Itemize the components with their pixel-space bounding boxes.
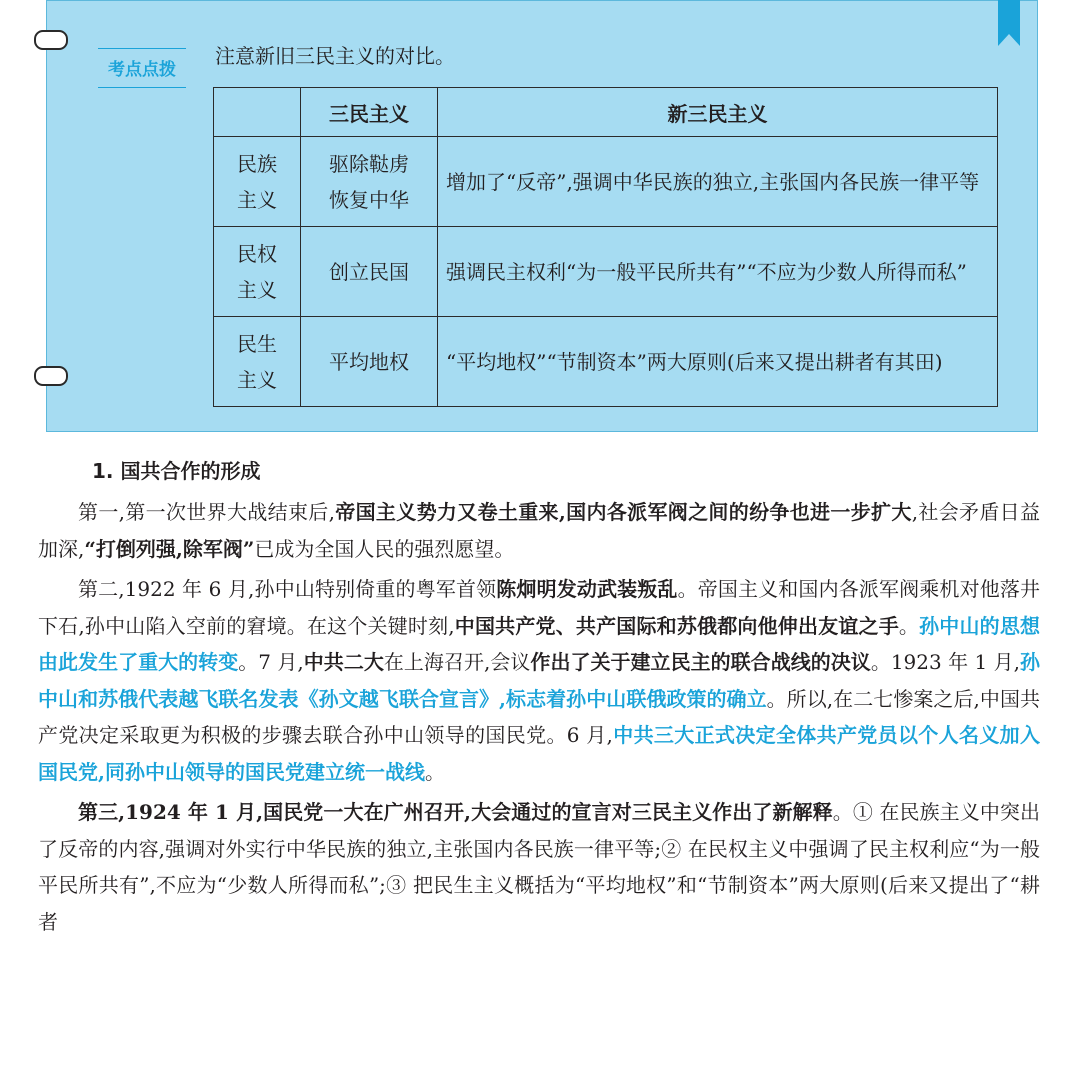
binder-ring-bottom	[34, 366, 68, 386]
bold-text: 作出了关于建立民主的联合战线的决议	[530, 650, 871, 674]
row-old: 平均地权	[301, 317, 438, 407]
text-run: 第二,1922 年 6 月,孙中山特别倚重的粤军首领	[78, 577, 497, 601]
bold-text: 陈炯明发动武装叛乱	[496, 577, 678, 601]
topic-text: 民族 主义	[237, 151, 277, 212]
highlight-text: 中共三大正式决定全体共产党员以个人名义加入国民党,同孙中山领导的国民党建立统一战线	[38, 723, 1040, 784]
text-run: 。1923 年 1 月,	[870, 650, 1021, 674]
paragraph	[38, 494, 1040, 567]
paragraph	[38, 571, 1040, 790]
comparison-table	[213, 87, 998, 407]
bold-text: 帝国主义势力又卷土重来,国内各派军阀之间的纷争也进一步扩大	[334, 500, 912, 524]
text-run: 。	[424, 759, 445, 784]
bold-text: 第三,1924 年 1 月,国民党一大在广州召开,大会通过的宣言对三民主义作出了新解释	[78, 800, 833, 824]
key-point-tag: 考点点拨	[98, 48, 186, 88]
old-text: 驱除鞑虏 恢复中华	[329, 151, 409, 212]
row-old	[301, 137, 438, 227]
text-run: 。	[898, 613, 920, 638]
row-new: 增加了“反帝”,强调中华民族的独立,主张国内各民族一律平等	[438, 137, 998, 227]
bold-text: “打倒列强,除军阀”	[84, 536, 255, 561]
header-new: 新三民主义	[438, 88, 998, 137]
text-run: 。7 月,	[238, 650, 304, 674]
binder-ring-top	[34, 30, 68, 50]
row-new: “平均地权”“节制资本”两大原则(后来又提出耕者有其田)	[438, 317, 998, 407]
highlight-text: 孙中山和苏俄代表越飞联名发表《孙文越飞联合宣言》,标志着孙中山联俄政策的确立	[38, 650, 1041, 711]
table-row	[214, 137, 998, 227]
row-topic	[214, 227, 301, 317]
table-row	[214, 317, 998, 407]
row-new: 强调民主权利“为一般平民所共有”“不应为少数人所得而私”	[438, 227, 998, 317]
row-topic	[214, 137, 301, 227]
text-run: 。所以,在二七惨案之后,中国共产党决定采取更为积极的步骤去联合孙中山领导的国民党。6 月,	[38, 686, 1040, 747]
header-old: 三民主义	[301, 88, 438, 137]
topic-text: 民生 主义	[237, 331, 277, 392]
bookmark-icon	[998, 0, 1020, 46]
text-run: 第一,第一次世界大战结束后,	[78, 500, 335, 524]
topic-text: 民权 主义	[237, 241, 277, 302]
row-old: 创立民国	[301, 227, 438, 317]
box-title: 注意新旧三民主义的对比。	[215, 44, 455, 68]
section-body	[38, 494, 1040, 940]
text-run: ,社会矛盾日益加深,	[38, 500, 1040, 561]
bold-text: 中共二大	[303, 650, 384, 674]
section-title: 1. 国共合作的形成	[92, 459, 261, 483]
header-blank	[214, 88, 301, 137]
table-header-row	[214, 88, 998, 137]
table-row	[214, 227, 998, 317]
text-run: 在上海召开,会议	[383, 650, 531, 674]
highlight-text: 孙中山的思想由此发生了重大的转变	[38, 613, 1041, 674]
text-run: 已成为全国人民的强烈愿望。	[254, 536, 515, 561]
row-topic	[214, 317, 301, 407]
bold-text: 中国共产党、共产国际和苏俄都向他伸出友谊之手	[454, 613, 899, 638]
paragraph	[38, 794, 1040, 940]
text-run: 。① 在民族主义中突出了反帝的内容,强调对外实行中华民族的独立,主张国内各民族一律平等;② 在民权主义中强调了民主权利应“为一般平民所共有”,不应为“少数人所得而私”;③ 把民生主义概括为“平均地权”和“节制资本”两大原则(后来又提出了“耕者	[38, 800, 1041, 934]
text-run: 。帝国主义和国内各派军阀乘机对他落井下石,孙中山陷入空前的窘境。在这个关键时刻,	[38, 577, 1041, 638]
